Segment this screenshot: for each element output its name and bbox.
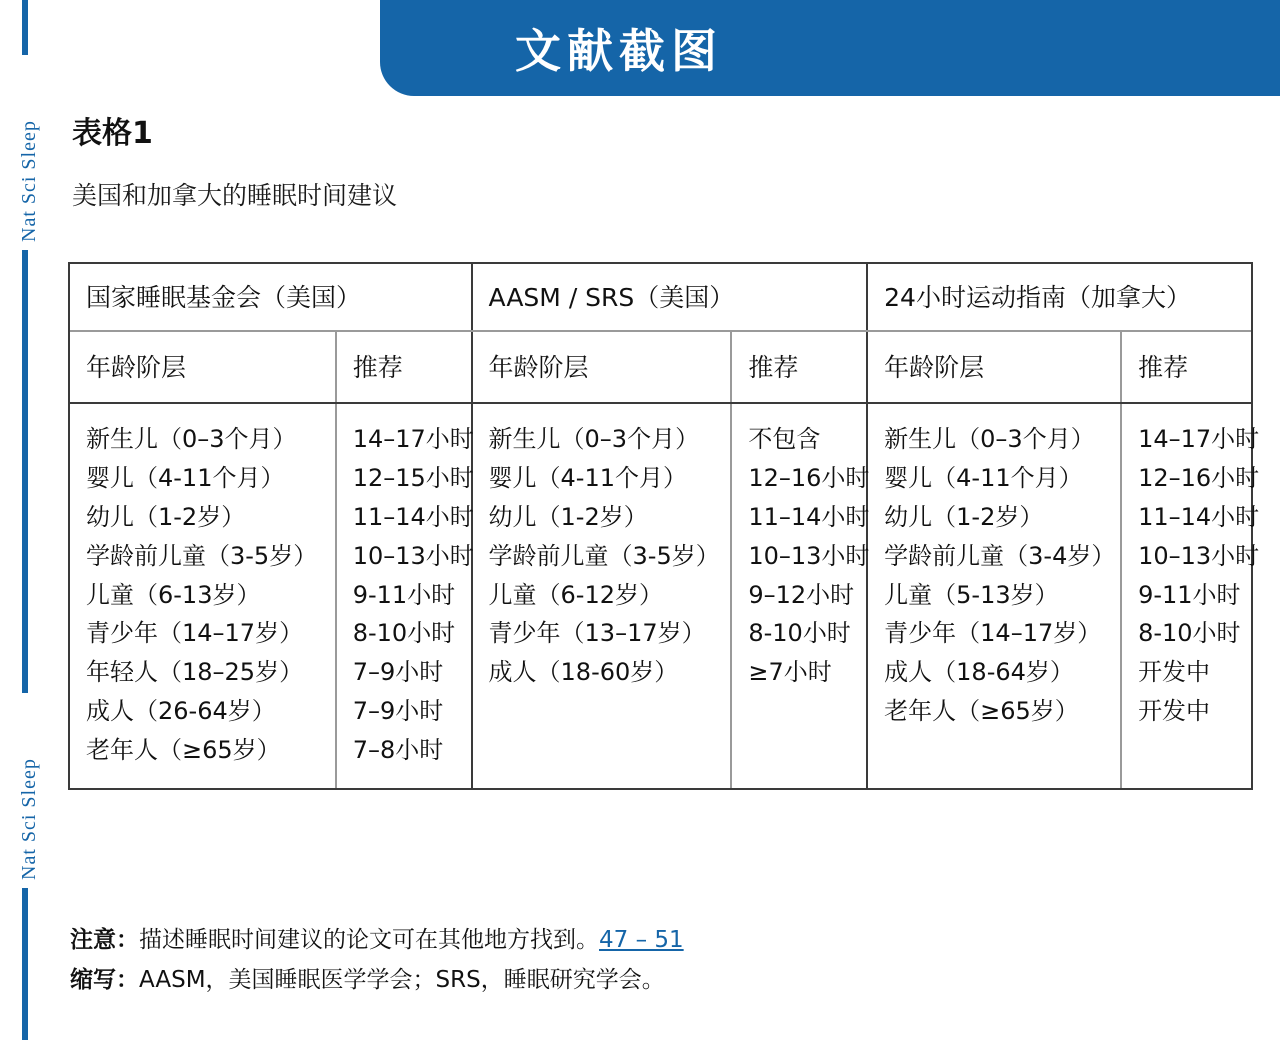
table-cell-line: 8-10小时 [748, 619, 851, 648]
table-cell-line: 学龄前儿童（3-5岁） [488, 541, 720, 570]
table-cell-line: 学龄前儿童（3-5岁） [86, 541, 318, 570]
table-cell-line: 婴儿（4-11个月） [884, 463, 1083, 492]
abbr-line [70, 960, 1220, 1000]
table-notes [70, 920, 1220, 1001]
table-cell-line: 婴儿（4-11个月） [488, 463, 687, 492]
table-cell-line: 开发中 [1138, 697, 1211, 726]
table-cell-line: 学龄前儿童（3-4岁） [884, 541, 1116, 570]
col-header-rec-nsf: 推荐 [336, 331, 472, 403]
table-column-header-row [70, 331, 1251, 403]
group-title-aasm: AASM / SRS（美国） [472, 264, 868, 331]
table-cell-line: 幼儿（1-2岁） [488, 502, 648, 531]
table-number: 表格1 [72, 116, 153, 151]
table-cell-line: 儿童（6-13岁） [86, 580, 261, 609]
table-cell-line: 11–14小时 [748, 502, 870, 531]
table-cell-line: 青少年（14–17岁） [884, 619, 1102, 648]
note-line [70, 920, 1220, 960]
col-header-age-aasm: 年龄阶层 [472, 331, 732, 403]
col-header-age-nsf: 年龄阶层 [70, 331, 336, 403]
abbr-text: AASM，美国睡眠医学学会；SRS，睡眠研究学会。 [139, 967, 665, 994]
abbr-label: 缩写： [70, 967, 139, 994]
page-title: 文献截图 [515, 24, 723, 78]
table-cell-line: 10–13小时 [1138, 541, 1260, 570]
table-cell-line: 婴儿（4-11个月） [86, 463, 285, 492]
table-cell-line: 不包含 [748, 425, 821, 453]
table-cell-line: 老年人（≥65岁） [884, 697, 1079, 726]
table-caption: 美国和加拿大的睡眠时间建议 [72, 181, 398, 210]
document-body [62, 0, 1280, 1040]
sleep-recommendations-table [68, 262, 1260, 790]
col-header-rec-aasm: 推荐 [731, 331, 867, 403]
table-cell-line: 儿童（6-12岁） [488, 580, 663, 609]
group-title-nsf: 国家睡眠基金会（美国） [70, 264, 472, 331]
table-cell-line: 11–14小时 [352, 502, 474, 531]
rail-label-bottom: Nat Sci Sleep [18, 758, 40, 880]
table-cell-line: 新生儿（0–3个月） [884, 425, 1095, 453]
table-cell-line: 8-10小时 [1138, 619, 1241, 648]
left-rail [0, 0, 62, 1040]
table-cell-line: 青少年（13–17岁） [488, 619, 706, 648]
table-cell-line: 12–16小时 [748, 463, 870, 492]
table-cell-line: 开发中 [1138, 658, 1211, 687]
table-cell-line: 11–14小时 [1138, 502, 1260, 531]
table-cell-line: 成人（18-60岁） [488, 658, 679, 687]
table-cell-line: 青少年（14–17岁） [86, 619, 304, 648]
cell-recs-aasm [731, 403, 870, 788]
col-header-rec-canada: 推荐 [1121, 331, 1251, 403]
table-cell-line: 新生儿（0–3个月） [86, 425, 297, 453]
note-label: 注意： [70, 927, 139, 953]
table-cell-line: 12–15小时 [352, 463, 474, 492]
note-text: 描述睡眠时间建议的论文可在其他地方找到。 [139, 927, 599, 953]
table-data-row [70, 403, 1251, 788]
table-cell-line: 幼儿（1-2岁） [86, 502, 246, 531]
cell-recs-nsf [336, 403, 472, 788]
table-cell-line: 儿童（5-13岁） [884, 580, 1059, 609]
note-reference-link[interactable]: 47 – 51 [599, 927, 684, 953]
table-cell-line: 7–9小时 [352, 658, 444, 687]
table-cell-line: 12–16小时 [1138, 463, 1260, 492]
table-group-header-row [70, 264, 1251, 331]
cell-recs-canada [1121, 403, 1260, 788]
table-cell-line: 7–9小时 [352, 697, 444, 726]
table-cell-line: 9-11小时 [1138, 580, 1241, 609]
col-header-age-canada: 年龄阶层 [867, 331, 1121, 403]
table-cell-line: 成人（26-64岁） [86, 697, 276, 726]
table-cell-line: 14–17小时 [352, 425, 474, 453]
rail-label-top: Nat Sci Sleep [18, 120, 40, 242]
table-cell-line: 年轻人（18–25岁） [86, 658, 304, 687]
group-title-canada: 24小时运动指南（加拿大） [867, 264, 1251, 331]
table-cell-line: 8-10小时 [352, 619, 456, 648]
table-cell-line: 幼儿（1-2岁） [884, 502, 1044, 531]
table-cell-line: 7–8小时 [352, 736, 444, 764]
table-cell-line: 14–17小时 [1138, 425, 1260, 453]
table-cell-line: 10–13小时 [352, 541, 474, 570]
cell-ages-nsf [70, 403, 336, 788]
table-cell-line: 9–12小时 [748, 580, 855, 609]
table-cell-line: 9-11小时 [352, 580, 456, 609]
cell-ages-aasm [472, 403, 732, 788]
table-cell-line: ≥7小时 [748, 658, 832, 687]
table-cell-line: 新生儿（0–3个月） [488, 425, 700, 453]
cell-ages-canada [867, 403, 1121, 788]
table-cell-line: 成人（18-64岁） [884, 658, 1074, 687]
table-cell-line: 10–13小时 [748, 541, 870, 570]
table-cell-line: 老年人（≥65岁） [86, 736, 281, 764]
